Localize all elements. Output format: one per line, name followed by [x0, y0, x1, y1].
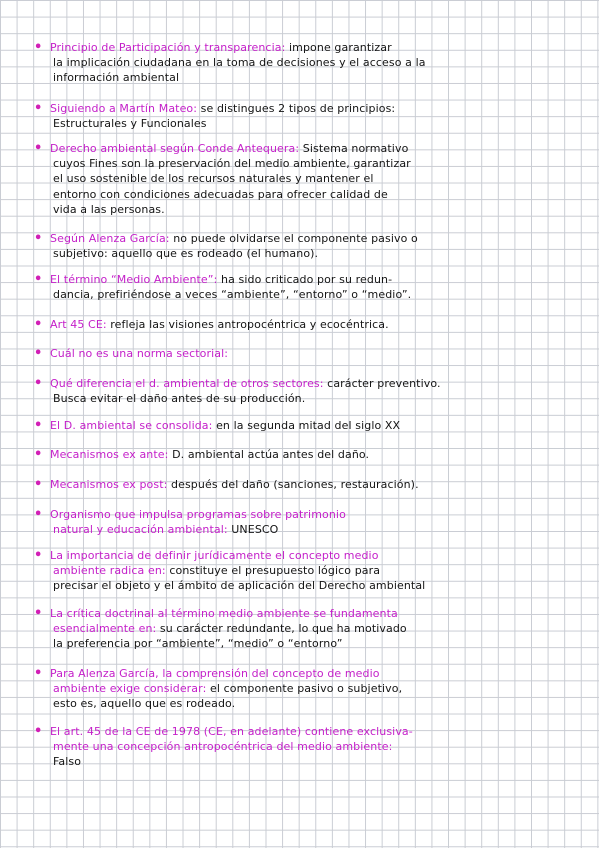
note-line — [34, 70, 582, 85]
note-item — [34, 272, 582, 302]
note-item — [34, 666, 582, 712]
bullet-icon: • — [34, 606, 43, 621]
bullet-icon: • — [34, 477, 43, 492]
bullet-icon: • — [34, 507, 43, 522]
bullet-icon: • — [34, 376, 43, 391]
note-line — [34, 724, 582, 739]
note-line — [34, 578, 582, 593]
note-item — [34, 606, 582, 652]
note-item — [34, 418, 582, 433]
note-line — [34, 563, 582, 578]
note-body-text: subjetivo: aquello que es rodeado (el humano). — [53, 247, 319, 261]
note-key-text: El D. ambiental se consolida: — [50, 419, 213, 432]
note-item — [34, 40, 582, 86]
note-line — [34, 187, 582, 202]
note-body-text: constituye el presupuesto lógico para — [165, 564, 381, 578]
note-line — [34, 156, 582, 171]
note-body-text: ha sido criticado por su redun- — [217, 273, 393, 286]
note-body-text: carácter preventivo. — [323, 377, 441, 390]
note-key-text: Según Alenza García: — [50, 232, 170, 245]
bullet-icon: • — [34, 548, 43, 563]
note-line — [34, 171, 582, 186]
note-body-text: en la segunda mitad del siglo XX — [212, 419, 401, 432]
note-line — [34, 40, 582, 55]
note-line — [34, 507, 582, 522]
note-item — [34, 507, 582, 537]
note-body-text: entorno con condiciones adecuadas para ofrecer calidad de — [53, 187, 388, 201]
note-body-text: precisar el objeto y el ámbito de aplicación del Derecho ambiental — [53, 579, 426, 593]
note-body-text: D. ambiental actúa antes del daño. — [168, 448, 370, 461]
bullet-icon: • — [34, 724, 43, 739]
bullet-icon: • — [34, 346, 43, 361]
note-line — [34, 141, 582, 156]
note-item — [34, 346, 582, 361]
note-key-text: Art 45 CE: — [50, 318, 107, 331]
note-body-text: Falso — [53, 755, 82, 769]
note-line — [34, 391, 582, 406]
note-body-text: no puede olvidarse el componente pasivo o — [169, 232, 418, 245]
note-body-text: vida a las personas. — [53, 202, 165, 216]
bullet-icon: • — [34, 231, 43, 246]
note-line — [34, 246, 582, 261]
note-key-text: La importancia de definir jurídicamente el concepto medio — [50, 549, 379, 562]
note-line — [34, 447, 582, 462]
note-line — [34, 636, 582, 651]
note-line — [34, 101, 582, 116]
note-key-text: Mecanismos ex ante: — [50, 448, 169, 461]
note-body-text: la preferencia por “ambiente”, “medio” o “entorno” — [53, 637, 343, 651]
note-body-text: refleja las visiones antropocéntrica y ecocéntrica. — [106, 318, 389, 331]
note-line — [34, 477, 582, 492]
bullet-icon: • — [34, 666, 43, 681]
note-line — [34, 317, 582, 332]
note-body-text: la implicación ciudadana en la toma de decisiones y el acceso a la — [53, 56, 426, 70]
note-line — [34, 272, 582, 287]
note-body-text: cuyos Fines son la preservación del medio ambiente, garantizar — [53, 157, 411, 171]
note-line — [34, 346, 582, 361]
note-item — [34, 447, 582, 462]
bullet-icon: • — [34, 317, 43, 332]
note-line — [34, 739, 582, 754]
note-line — [34, 231, 582, 246]
bullet-icon: • — [34, 101, 43, 116]
bullet-icon: • — [34, 272, 43, 287]
note-body-text: Busca evitar el daño antes de su producción. — [53, 392, 306, 406]
note-line — [34, 202, 582, 217]
note-line — [34, 55, 582, 70]
note-line — [34, 287, 582, 302]
note-item — [34, 724, 582, 770]
note-key-text: El término “Medio Ambiente”: — [50, 273, 218, 286]
note-body-text: el uso sostenible de los recursos naturales y mantener el — [53, 172, 374, 186]
note-body-text: se distingues 2 tipos de principios: — [197, 102, 396, 115]
bullet-icon: • — [34, 447, 43, 462]
note-body-text: esto es, aquello que es rodeado. — [53, 697, 236, 711]
note-item — [34, 477, 582, 492]
note-line — [34, 754, 582, 769]
note-key-text: Principio de Participación y transparencia: — [50, 41, 286, 54]
note-key-text: La crítica doctrinal al término medio ambiente se fundamenta — [50, 607, 398, 620]
note-item — [34, 101, 582, 131]
note-key-text: ambiente exige considerar: — [53, 682, 207, 696]
note-key-text: mente una concepción antropocéntrica del medio ambiente: — [53, 740, 393, 754]
note-line — [34, 116, 582, 131]
note-key-text: Siguiendo a Martín Mateo: — [50, 102, 198, 115]
note-line — [34, 666, 582, 681]
bullet-icon: • — [34, 418, 43, 433]
note-line — [34, 606, 582, 621]
note-line — [34, 696, 582, 711]
note-body-text: Sistema normativo — [299, 142, 409, 155]
note-body-text: su carácter redundante, lo que ha motivado — [156, 622, 407, 636]
note-line — [34, 681, 582, 696]
bullet-icon: • — [34, 141, 43, 156]
note-item — [34, 548, 582, 594]
note-key-text: ambiente radica en: — [53, 564, 166, 578]
bullet-icon: • — [34, 40, 43, 55]
note-key-text: Para Alenza García, la comprensión del concepto de medio — [50, 667, 380, 680]
note-body-text: Estructurales y Funcionales — [53, 117, 207, 131]
note-line — [34, 418, 582, 433]
note-line — [34, 548, 582, 563]
note-body-text: información ambiental — [53, 71, 180, 85]
note-key-text: El art. 45 de la CE de 1978 (CE, en adelante) contiene exclusiva- — [50, 725, 413, 738]
note-body-text: después del daño (sanciones, restauración). — [167, 478, 419, 491]
note-key-text: Organismo que impulsa programas sobre patrimonio — [50, 508, 346, 521]
note-item — [34, 141, 582, 217]
note-item — [34, 317, 582, 332]
note-key-text: Derecho ambiental según Conde Antequera: — [50, 142, 300, 155]
note-line — [34, 621, 582, 636]
note-key-text: Cuál no es una norma sectorial: — [50, 347, 229, 360]
note-body-text: impone garantizar — [285, 41, 392, 54]
note-key-text: Qué diferencia el d. ambiental de otros sectores: — [50, 377, 324, 390]
note-item — [34, 376, 582, 406]
note-body-text: dancia, prefiriéndose a veces “ambiente”, “entorno” o “medio”. — [53, 288, 412, 302]
note-line — [34, 376, 582, 391]
note-line — [34, 522, 582, 537]
note-body-text: UNESCO — [227, 523, 279, 537]
note-key-text: Mecanismos ex post: — [50, 478, 168, 491]
note-item — [34, 231, 582, 261]
note-key-text: esencialmente en: — [53, 622, 157, 636]
note-key-text: natural y educación ambiental: — [53, 523, 228, 537]
note-body-text: el componente pasivo o subjetivo, — [206, 682, 403, 696]
